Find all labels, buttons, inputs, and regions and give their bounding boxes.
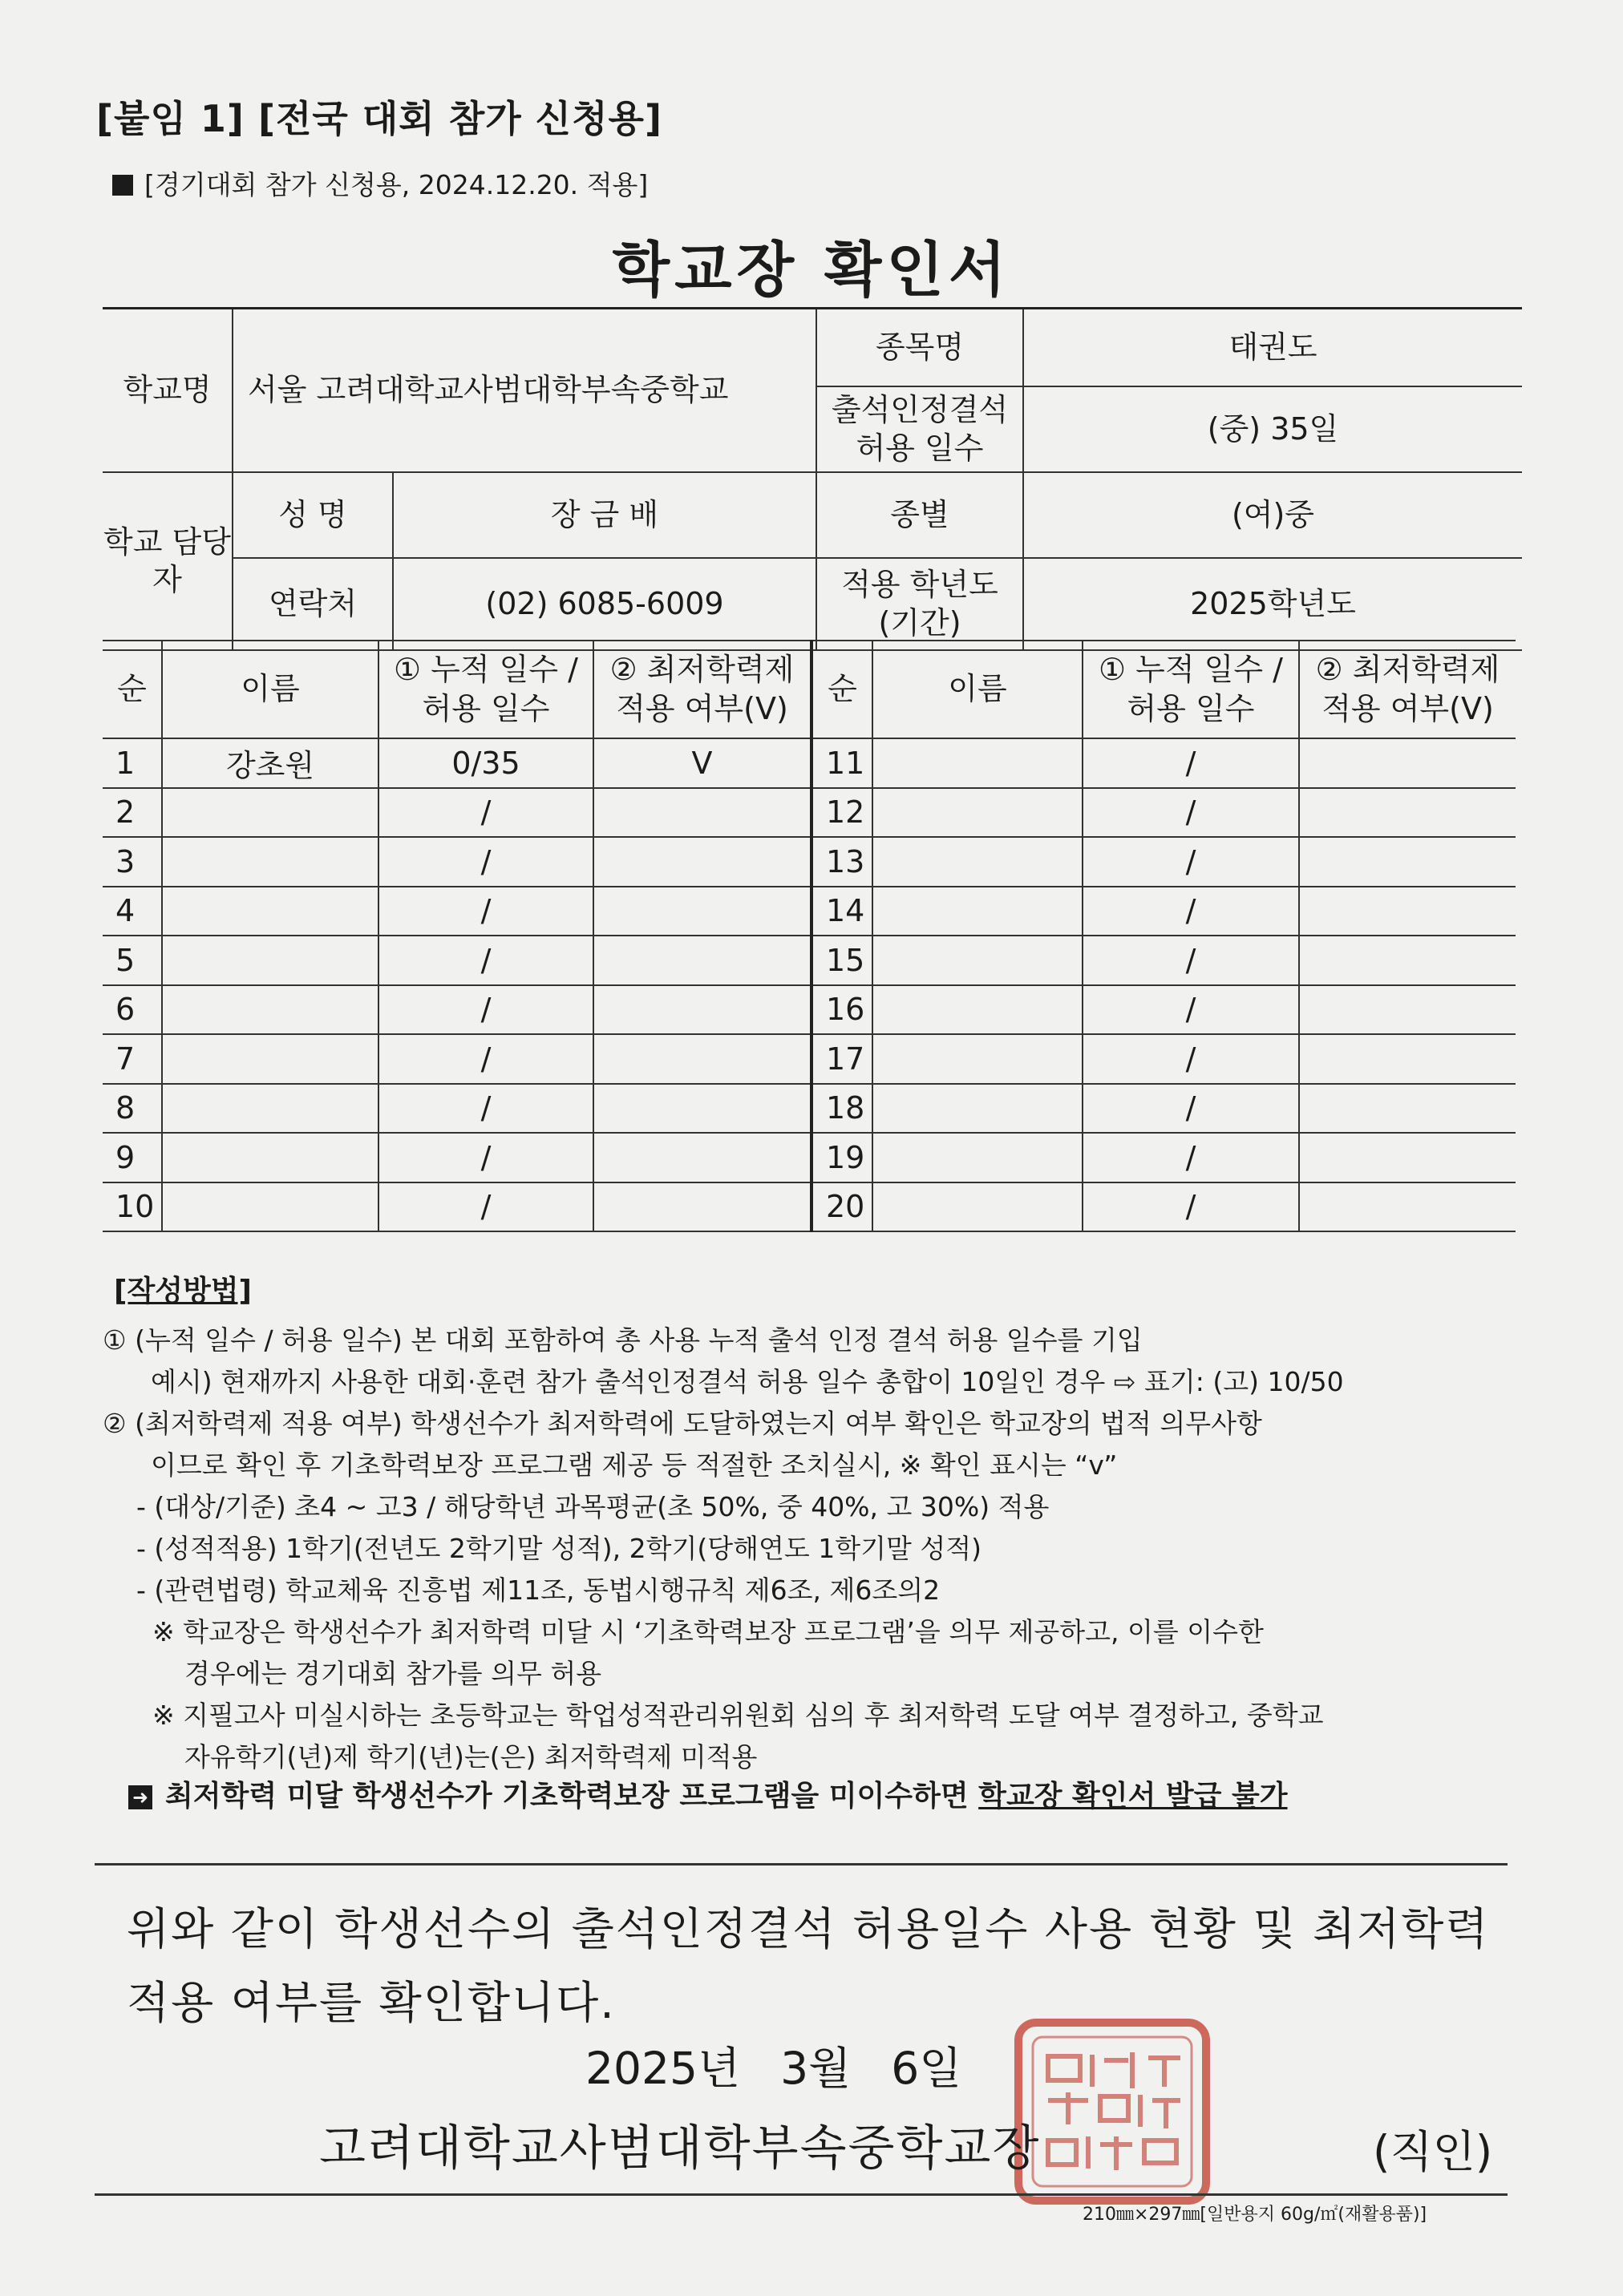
bottom-rule (95, 2193, 1508, 2196)
student-name: 강초원 (162, 738, 378, 788)
instruction-line: 경우에는 경기대회 참가를 의무 허용 (184, 1658, 602, 1689)
instruction-line: - (성적적용) 1학기(전년도 2학기말 성적), 2학기(당해연도 1학기말 성적) (136, 1533, 982, 1564)
min-check (1299, 1084, 1516, 1134)
min-check (1299, 1182, 1516, 1232)
header-no: 순 (103, 641, 162, 738)
instruction-line: ※ 학교장은 학생선수가 최저학력 미달 시 ‘기초학력보장 프로그램’을 의무 제공하고, 이를 이수한 (152, 1616, 1264, 1647)
sport-value: 태권도 (1023, 309, 1522, 387)
confirmation-line: 위와 같이 학생선수의 출석인정결석 허용일수 사용 현황 및 최저학력 (127, 1903, 1490, 1954)
student-name (162, 936, 378, 985)
header-min: ② 최저학력제 적용 여부(V) (1299, 641, 1516, 738)
days-used: / (1083, 936, 1299, 985)
seal-label: (직인) (1373, 2126, 1493, 2177)
days-used: / (378, 1133, 593, 1182)
row-number: 13 (812, 837, 872, 887)
issue-date (585, 2033, 1002, 2096)
min-check (1299, 887, 1516, 936)
row-number: 9 (103, 1133, 162, 1182)
min-check (1299, 936, 1516, 985)
row-number: 3 (103, 837, 162, 887)
days-used: / (1083, 788, 1299, 838)
row-number: 6 (103, 985, 162, 1035)
student-name (872, 985, 1083, 1035)
header-no: 순 (812, 641, 872, 738)
row-number: 20 (812, 1182, 872, 1232)
contact-label: 연락처 (233, 558, 393, 650)
min-check (593, 837, 812, 887)
row-number: 1 (103, 738, 162, 788)
page-title: 학교장 확인서 (612, 236, 1011, 305)
days-used: / (1083, 1133, 1299, 1182)
year-label: 적용 학년도 (기간) (816, 558, 1023, 650)
arrow-right-icon: ➜ (128, 1785, 152, 1809)
table-row (103, 887, 1516, 936)
row-number: 5 (103, 936, 162, 985)
category-value: (여)중 (1023, 472, 1522, 558)
days-used: / (1083, 1084, 1299, 1134)
header-name: 이름 (872, 641, 1083, 738)
student-name (162, 1084, 378, 1134)
min-check (593, 985, 812, 1035)
final-notice (128, 1773, 1288, 1814)
table-row (103, 1034, 1516, 1084)
min-check: V (593, 738, 812, 788)
student-name (162, 1133, 378, 1182)
days-used: / (378, 936, 593, 985)
header-name: 이름 (162, 641, 378, 738)
row-number: 4 (103, 887, 162, 936)
row-number: 7 (103, 1034, 162, 1084)
category-label: 종별 (816, 472, 1023, 558)
instruction-line: ※ 지필고사 미실시하는 초등학교는 학업성적관리위원회 심의 후 최저학력 도달 여부 결정하고, 중학교 (152, 1700, 1324, 1731)
instruction-line: 예시) 현재까지 사용한 대회·훈련 참가 출석인정결석 허용 일수 총합이 10일인 경우 ⇨ 표기: (고) 10/50 (151, 1366, 1344, 1397)
table-row (103, 936, 1516, 985)
roster-body (103, 738, 1516, 1231)
days-used: / (1083, 985, 1299, 1035)
school-value: 서울 고려대학교사범대학부속중학교 (233, 309, 816, 473)
confirmation-text (127, 1892, 1490, 2039)
days-used: / (378, 887, 593, 936)
row-number: 18 (812, 1084, 872, 1134)
school-label: 학교명 (103, 309, 233, 473)
min-check (1299, 1034, 1516, 1084)
days-used: / (1083, 1182, 1299, 1232)
student-name (162, 788, 378, 838)
min-check (1299, 837, 1516, 887)
instruction-line: ② (최저학력제 적용 여부) 학생선수가 최저학력에 도달하였는지 여부 확인은 학교장의 법적 의무사항 (103, 1408, 1262, 1439)
name-value: 장 금 배 (393, 472, 816, 558)
row-number: 16 (812, 985, 872, 1035)
table-row (103, 985, 1516, 1035)
row-number: 15 (812, 936, 872, 985)
school-info-table (103, 307, 1522, 651)
row-number: 2 (103, 788, 162, 838)
student-roster-table (103, 640, 1516, 1232)
min-check (593, 1133, 812, 1182)
date-year: 2025년 (585, 2043, 741, 2094)
student-name (162, 837, 378, 887)
student-name (872, 738, 1083, 788)
instruction-line: 자유학기(년)제 학기(년)는(은) 최저학력제 미적용 (184, 1741, 758, 1773)
days-used: 0/35 (378, 738, 593, 788)
min-check (1299, 788, 1516, 838)
row-number: 11 (812, 738, 872, 788)
days-used: / (378, 788, 593, 838)
min-check (593, 788, 812, 838)
student-name (162, 887, 378, 936)
header-min: ② 최저학력제 적용 여부(V) (593, 641, 812, 738)
min-check (593, 1084, 812, 1134)
min-check (593, 1182, 812, 1232)
min-check (1299, 1133, 1516, 1182)
student-name (872, 936, 1083, 985)
student-name (162, 1182, 378, 1232)
days-used: / (1083, 887, 1299, 936)
final-notice-text: 최저학력 미달 학생선수가 기초학력보장 프로그램을 미이수하면 (165, 1780, 969, 1813)
min-check (593, 936, 812, 985)
min-check (593, 1034, 812, 1084)
min-check (1299, 738, 1516, 788)
min-check (593, 887, 812, 936)
subtitle-text: [경기대회 참가 신청용, 2024.12.20. 적용] (144, 169, 649, 200)
instructions (103, 1320, 1514, 1778)
official-seal-stamp (1012, 2016, 1212, 2207)
row-number: 17 (812, 1034, 872, 1084)
instruction-line: 이므로 확인 후 기초학력보장 프로그램 제공 등 적절한 조치실시, ※ 확인 표시는 “v” (151, 1449, 1118, 1481)
date-month: 3월 (780, 2043, 852, 2094)
divider (95, 1863, 1508, 1866)
days-used: / (1083, 837, 1299, 887)
row-number: 10 (103, 1182, 162, 1232)
student-name (162, 985, 378, 1035)
row-number: 8 (103, 1084, 162, 1134)
student-name (872, 837, 1083, 887)
allowed-days-label: 출석인정결석 허용 일수 (816, 386, 1023, 472)
student-name (872, 788, 1083, 838)
form-subtitle (112, 164, 648, 202)
student-name (872, 887, 1083, 936)
table-row (103, 788, 1516, 838)
min-check (1299, 985, 1516, 1035)
attachment-header: [붙임 1] [전국 대회 참가 신청용] (96, 97, 662, 140)
student-name (162, 1034, 378, 1084)
confirmation-line: 적용 여부를 확인합니다. (127, 1977, 616, 2028)
name-label: 성 명 (233, 472, 393, 558)
year-value: 2025학년도 (1023, 558, 1522, 650)
sport-label: 종목명 (816, 309, 1023, 387)
student-name (872, 1133, 1083, 1182)
days-used: / (378, 985, 593, 1035)
table-row (103, 837, 1516, 887)
instruction-line: - (관련법령) 학교체육 진흥법 제11조, 동법시행규칙 제6조, 제6조의2 (136, 1574, 941, 1606)
contact-value: (02) 6085-6009 (393, 558, 816, 650)
student-name (872, 1084, 1083, 1134)
header-days: ① 누적 일수 / 허용 일수 (1083, 641, 1299, 738)
row-number: 14 (812, 887, 872, 936)
instructions-heading: [작성방법] (114, 1275, 253, 1308)
principal-name: 고려대학교사범대학부속중학교장 (319, 2120, 1041, 2177)
student-name (872, 1034, 1083, 1084)
table-row (103, 1084, 1516, 1134)
days-used: / (378, 1084, 593, 1134)
header-days: ① 누적 일수 / 허용 일수 (378, 641, 593, 738)
date-day: 6일 (891, 2043, 962, 2094)
table-row (103, 738, 1516, 788)
allowed-days-value: (중) 35일 (1023, 386, 1522, 472)
row-number: 12 (812, 788, 872, 838)
days-used: / (378, 1034, 593, 1084)
table-row (103, 1182, 1516, 1232)
instruction-line: ① (누적 일수 / 허용 일수) 본 대회 포함하여 총 사용 누적 출석 인정 결석 허용 일수를 기입 (103, 1324, 1143, 1356)
paper-spec: 210㎜×297㎜[일반용지 60g/㎡(재활용품)] (1083, 2205, 1427, 2225)
manager-label: 학교 담당자 (103, 472, 233, 650)
row-number: 19 (812, 1133, 872, 1182)
days-used: / (378, 1182, 593, 1232)
days-used: / (378, 837, 593, 887)
student-name (872, 1182, 1083, 1232)
days-used: / (1083, 1034, 1299, 1084)
final-notice-emphasis: 학교장 확인서 발급 불가 (978, 1780, 1288, 1813)
days-used: / (1083, 738, 1299, 788)
instruction-line: - (대상/기준) 초4 ~ 고3 / 해당학년 과목평균(초 50%, 중 40%, 고 30%) 적용 (136, 1491, 1050, 1522)
square-bullet-icon (112, 175, 133, 196)
table-row (103, 1133, 1516, 1182)
